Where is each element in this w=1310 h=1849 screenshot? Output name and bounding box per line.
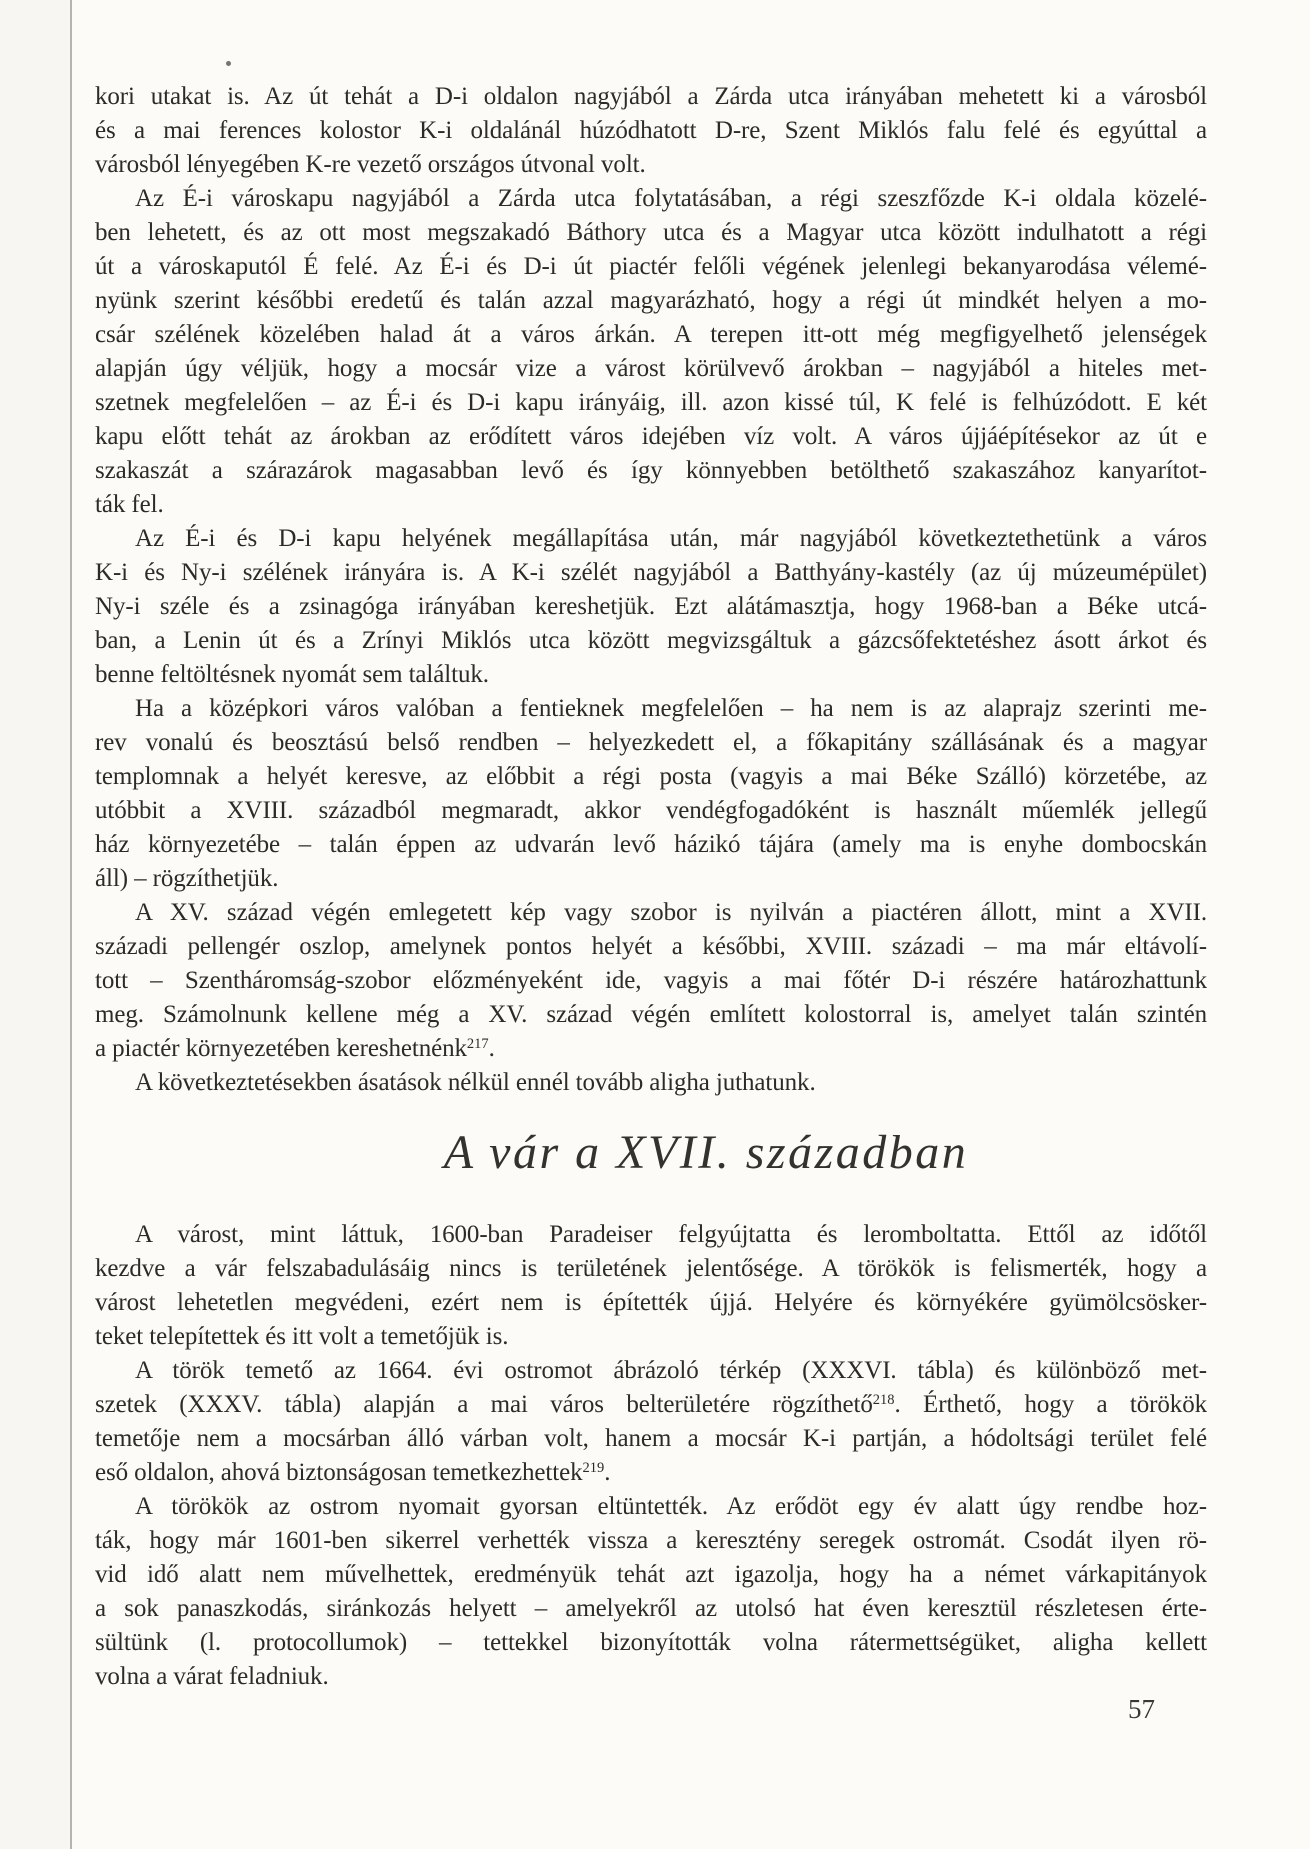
page-number: 57 [1128,1694,1155,1724]
text-line: ben lehetett, és az ott most megszakadó Báthory utca és a Magyar utca között indulhatott a régi [95,219,1207,246]
paragraph [95,182,1207,522]
text-line: városból lényegében K-re vezető országos útvonal volt. [95,151,646,178]
text-segment: szetek (XXXV. tábla) alapján a mai város belterületére rögzíthető [95,1391,873,1418]
text-line: tott – Szentháromság-szobor előzményeként ide, vagyis a mai főtér D-i részére határozhattunk [95,967,1207,994]
paragraphs-bottom [95,1218,1207,1694]
text-line: utóbbit a XVIII. századból megmaradt, akkor vendégfogadóként is használt műemlék jellegű [95,797,1207,824]
paragraph [95,1354,1207,1490]
text-line [95,1388,1207,1422]
text-segment: . [604,1459,611,1486]
text-line: templomnak a helyét keresve, az előbbit a régi posta (vagyis a mai Béke Szálló) körzetébe, az [95,763,1207,790]
text-line: temetője nem a mocsárban álló várban volt, hanem a mocsár K-i partján, a hódoltsági terület felé [95,1425,1207,1452]
paragraph [95,522,1207,692]
text-line: és a mai ferences kolostor K-i oldalánál húzódhatott D-re, Szent Miklós falu felé és egyúttal a [95,117,1207,144]
text-line: vid idő alatt nem művelhettek, eredményük tehát azt igazolja, hogy ha a német várkapitányok [95,1561,1207,1588]
text-line: csár szélének közelében halad át a város árkán. A terepen itt-ott még megfigyelhető jelenségek [95,321,1207,348]
text-line: A törökök az ostrom nyomait gyorsan eltüntették. Az erődöt egy év alatt úgy rendbe hoz- [135,1493,1207,1520]
paragraph [95,896,1207,1066]
text-segment: a piactér környezetében kereshetnénk [95,1035,467,1062]
text-line: Ny-i széle és a zsinagóga irányában kereshetjük. Ezt alátámasztja, hogy 1968-ban a Béke utcá- [95,593,1207,620]
text-line: kezdve a vár felszabadulásáig nincs is területének jelentősége. A törökök is felismerték, hogy a [95,1255,1207,1282]
paragraph [95,1490,1207,1694]
text-line: alapján úgy véljük, hogy a mocsár vize a várost körülvevő árokban – nagyjából a hiteles met- [95,355,1207,382]
text-line: áll) – rögzíthetjük. [95,865,279,892]
text-line: ták, hogy már 1601-ben sikerrel verhették vissza a keresztény seregek ostromát. Csodát ilyen rö- [95,1527,1207,1554]
text-line: szetnek megfelelően – az É-i és D-i kapu irányáig, ill. azon kissé túl, K felé is felhúzódott. E két [95,389,1207,416]
text-line: kapu előtt tehát az árokban az erődített város idejében víz volt. A város újjáépítésekor az út e [95,423,1207,450]
text-line: szakaszát a szárazárok magasabban levő és így könnyebben betölthető szakaszához kanyarítot- [95,457,1207,484]
text-line [95,1456,1207,1490]
text-line: A XV. század végén emlegetett kép vagy szobor is nyilván a piactéren állott, mint a XVII. [135,899,1207,926]
paragraph [95,1218,1207,1354]
footnote-reference: 218 [872,1392,895,1409]
paragraph [95,692,1207,896]
text-line: A várost, mint láttuk, 1600-ban Paradeiser felgyújtatta és leromboltatta. Ettől az időtől [135,1221,1207,1248]
text-line: sültünk (l. protocollumok) – tettekkel bizonyították volna rátermettségüket, aligha kellett [95,1629,1207,1656]
text-line: kori utakat is. Az út tehát a D-i oldalon nagyjából a Zárda utca irányában mehetett ki a városból [95,83,1207,110]
footnote-reference: 217 [466,1036,489,1053]
text-line: a sok panaszkodás, siránkozás helyett – amelyekről az utolsó hat éven keresztül részletesen érte- [95,1595,1207,1622]
text-segment: . Érthető, hogy a törökök [894,1391,1207,1418]
paragraph [95,80,1207,182]
text-line: nyünk szerint későbbi eredetű és talán azzal magyarázható, hogy a régi út mindkét helyen a mo- [95,287,1207,314]
text-line: K-i és Ny-i szélének irányára is. A K-i szélét nagyjából a Batthyány-kastély (az új múzeumépület) [95,559,1207,586]
text-line [95,1032,1207,1066]
paragraphs-top [95,80,1207,1100]
text-line: ban, a Lenin út és a Zrínyi Miklós utca között megvizsgáltuk a gázcsőfektetéshez ásott árkot és [95,627,1207,654]
text-line: Az É-i városkapu nagyjából a Zárda utca folytatásában, a régi szeszfőzde K-i oldala közelé- [135,185,1207,212]
text-line: teket telepítettek és itt volt a temetőjük is. [95,1323,509,1350]
text-line: Ha a középkori város valóban a fentieknek megfelelően – ha nem is az alaprajz szerinti me- [135,695,1207,722]
text-line: A következtetésekben ásatások nélkül ennél tovább aligha juthatunk. [135,1069,816,1096]
text-line: ház környezetébe – talán éppen az udvarán levő házikó tájára (amely ma is enyhe dombocskán [95,831,1207,858]
text-column [95,80,1207,1694]
text-line: várost lehetetlen megvédeni, ezért nem is építették újjá. Helyére és környékére gyümölcsösker- [95,1289,1207,1316]
text-segment: . [488,1035,495,1062]
text-line: ták fel. [95,491,164,518]
text-line: benne feltöltésnek nyomát sem találtuk. [95,661,489,688]
text-line: rev vonalú és beosztású belső rendben – helyezkedett el, a főkapitány szállásának és a magyar [95,729,1207,756]
scan-speck [226,61,231,66]
text-line: út a városkaputól É felé. Az É-i és D-i út piactér felőli végének jelenlegi bekanyarodása vélemé- [95,253,1207,280]
text-segment: eső oldalon, ahová biztonságosan temetkezhettek [95,1459,583,1486]
section-heading: A vár a XVII. században [443,1126,969,1179]
page-binding-crease [70,0,72,1849]
text-line: meg. Számolnunk kellene még a XV. század végén említett kolostorral is, amelyet talán szintén [95,1001,1207,1028]
text-line: századi pellengér oszlop, amelynek pontos helyét a későbbi, XVIII. századi – ma már eltávolí- [95,933,1207,960]
footnote-reference: 219 [582,1460,605,1477]
text-line: Az É-i és D-i kapu helyének megállapítása után, már nagyjából következtethetünk a város [135,525,1207,552]
paragraph [95,1066,1207,1100]
text-line: A török temető az 1664. évi ostromot ábrázoló térkép (XXXVI. tábla) és különböző met- [135,1357,1207,1384]
left-margin [0,0,70,1849]
text-line: volna a várat feladniuk. [95,1663,329,1690]
